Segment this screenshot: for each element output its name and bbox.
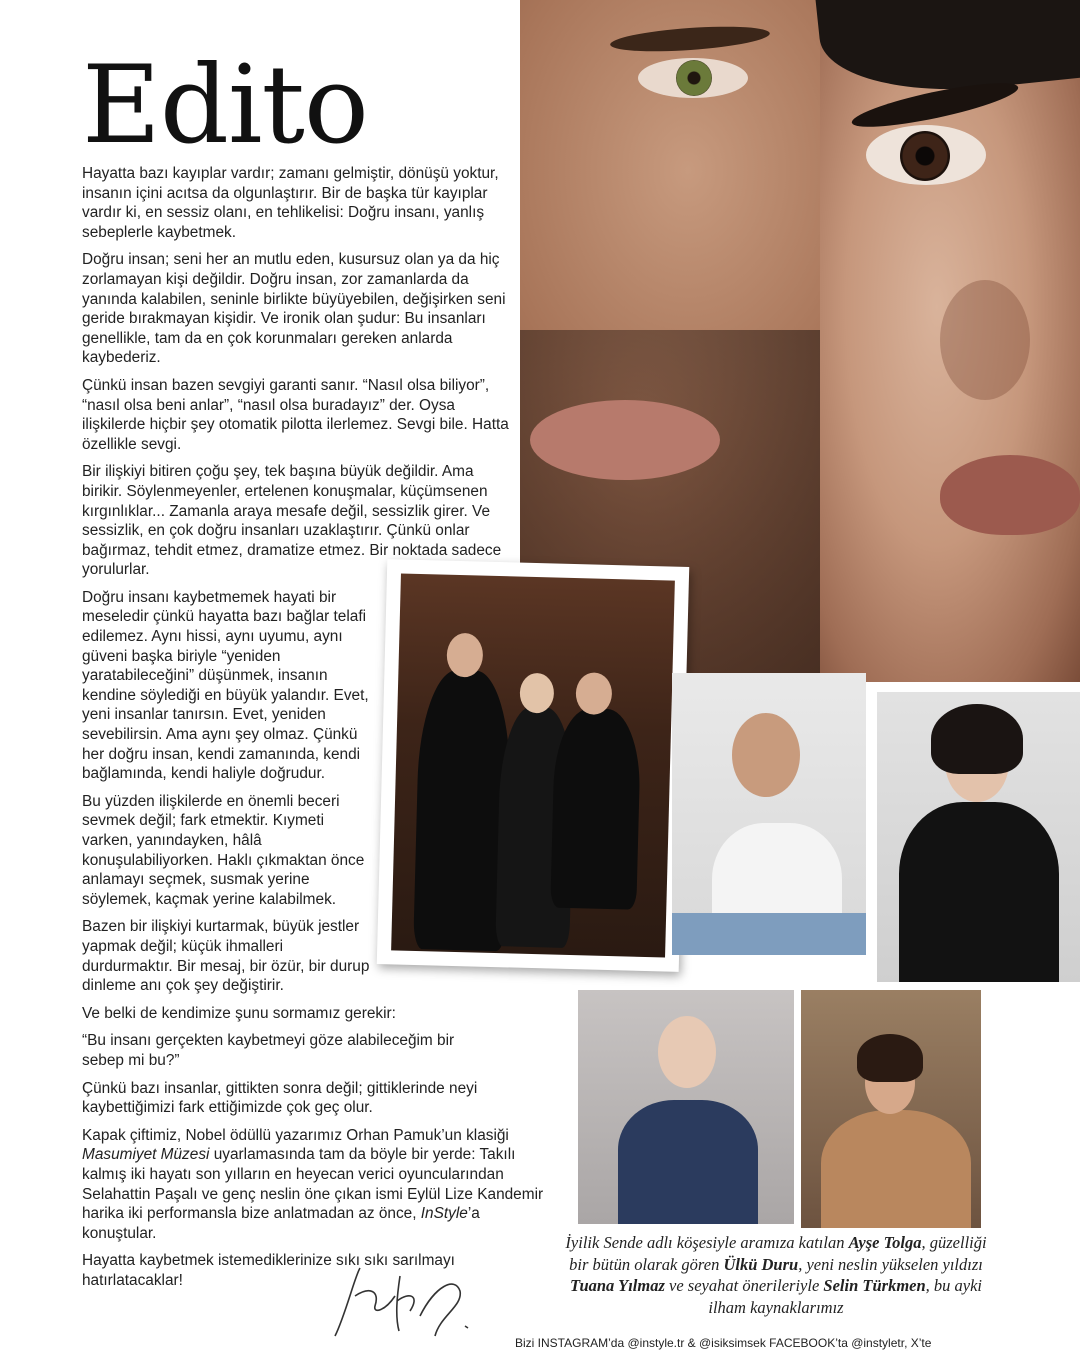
page-title: Edito [82, 43, 368, 168]
paragraph: Bir ilişkiyi bitiren çoğu şey, tek başına büyük değildir. Ama birikir. Söylenmeyenler, ertelenen konuşmalar, küçümsenen kırgınlıklar... Zamanla araya mesafe değil, sessizlik girer. Ve sessizlik, en çok doğru insanları uzaklaştırır. Çünkü onlar bağırmaz, tehdit etmez, dramatize etmez. Bir noktada sadece yorulurlar. [82, 463, 502, 579]
hair [857, 1034, 923, 1082]
paragraph: Bu yüzden ilişkilerde en önemli beceri sevmek değil; fark etmektir. Kıymeti varken, yanındayken, hâlâ konuşulabiliyorken. Haklı çıkmaktan önce anlamayı seçmek, susmak yerine söylemek, kaçmak yerine kalabilmek. [82, 792, 365, 908]
paragraph: “Bu insanı gerçekten kaybetmeyi göze alabileceğim bir sebep mi bu?” [82, 1032, 455, 1069]
paragraph: Ve belki de kendimize şunu sormamız gerekir: [82, 1004, 396, 1022]
columnist-photo-3 [578, 990, 794, 1224]
cover-text: uyarlamasında tam da böyle bir yerde: Takılı kalmış iki hayatı son yılların en heyecan verici oyuncularından Selahattin Paşalı ve genç neslin öne çıkan ismi Eylül Lize Kandemir harika iki performansla bize anlatmadan az önce, [82, 1146, 544, 1223]
black-blazer [899, 802, 1059, 982]
social-footer: Bizi INSTAGRAM’da @instyle.tr & @isiksimsek FACEBOOK’ta @instyletr, X’te [515, 1336, 932, 1350]
hair [931, 704, 1023, 774]
caption-text: , bu ayki ilham kaynaklarımız [708, 1276, 983, 1317]
man-lips [530, 400, 720, 480]
face [732, 713, 800, 797]
photo-caption [556, 1232, 996, 1318]
caption-text: , güzelliği bir bütün olarak gören [569, 1233, 987, 1274]
signature-icon [325, 1256, 495, 1346]
fur-coat [821, 1110, 971, 1228]
man-eyebrow [609, 22, 770, 55]
jeans [672, 913, 866, 955]
caption-text: ve seyahat önerileriyle [664, 1276, 824, 1295]
caption-name: Tuana Yılmaz [569, 1276, 665, 1295]
paragraph: Doğru insan; seni her an mutlu eden, kusursuz olan ya da hiç zorlamayan kişi değildir. Doğru insan, zor zamanlarda da yanında kalabilen, seninle birlikte büyüyebilen, değişirken seni geride bırakmayan kişidir. Ve ironik olan şudur: Bu insanları genellikle, tam da en çok korunmaları gereken anlarda kaybederiz. [82, 251, 506, 367]
cover-text: ’a konuştular. [82, 1205, 480, 1242]
magazine-name: InStyle [420, 1205, 468, 1223]
columnist-photo-2 [877, 692, 1080, 982]
caption-name: Ülkü Duru [723, 1254, 799, 1274]
navy-jacket [618, 1100, 758, 1224]
paragraph: Hayatta bazı kayıplar vardır; zamanı gelmiştir, dönüşü yoktur, insanın içini acıtsa da olgunlaştırır. Bir de başka tür kayıplar vardır ki, en sessiz olanı, en tehlikelisi: Doğru insanı, yanlış sebeplerle kaybetmek. [82, 165, 499, 241]
book-title: Masumiyet Müzesi [82, 1146, 210, 1164]
cover-text: Kapak çiftimiz, Nobel ödüllü yazarımız Orhan Pamuk’un klasiği [82, 1126, 509, 1144]
columnist-photo-1 [672, 673, 866, 955]
caption-name: Ayşe Tolga [848, 1233, 922, 1252]
woman-eye [866, 125, 986, 185]
man-eye [638, 58, 748, 98]
paragraph: Doğru insanı kaybetmemek hayati bir meseledir çünkü hayatta bazı bağlar telafi edilemez. Aynı hissi, aynı uyumu, aynı güveni başka biriyle “yeniden yaratabileceğini” düşünmek, insanın kendine söylediği en büyük yalandır. Evet, yeni insanlar tanırsın. Evet, yeniden sevebilirsin. Ama aynı şey olmaz. Çünkü her doğru insan, kendi zamanında, kendi bağlamında, kendi haliyle doğrudur. [82, 588, 369, 783]
columnist-photo-4 [801, 990, 981, 1228]
caption-name: Selin Türkmen [823, 1276, 926, 1295]
caption-text: , yeni neslin yükselen yıldızı [798, 1254, 983, 1274]
closing-paragraph: Hayatta kaybetmek istemediklerinize sıkı sıkı sarılmayı hatırlatacaklar! [82, 1252, 455, 1289]
caption-text: İyilik Sende adlı köşesiyle aramıza katılan [565, 1233, 849, 1252]
woman-nose [940, 280, 1030, 400]
figure-woman-right [550, 708, 641, 910]
woman-lips [940, 455, 1080, 535]
cover-paragraph [82, 1126, 552, 1244]
paragraph: Bazen bir ilişkiyi kurtarmak, büyük jestler yapmak değil; küçük ihmalleri durdurmaktır. Bir mesaj, bir özür, bir durup dinleme anı çok şey değiştirir. [82, 918, 370, 995]
face [658, 1016, 716, 1088]
paragraph: Çünkü bazı insanlar, gittikten sonra değil; gittiklerinde neyi kaybettiğimizi fark ettiğimizde çok geç olur. [82, 1079, 478, 1117]
trio-photo [377, 559, 689, 972]
paragraph: Çünkü insan bazen sevgiyi garanti sanır. “Nasıl olsa biliyor”, “nasıl olsa beni anlar”, “nasıl olsa buradayız” der. Oysa ilişkilerde hiçbir şey otomatik pilotta ilerlemez. Sevgi bile. Hatta özellikle sevgi. [82, 376, 509, 453]
trio-photo-image [391, 573, 675, 957]
